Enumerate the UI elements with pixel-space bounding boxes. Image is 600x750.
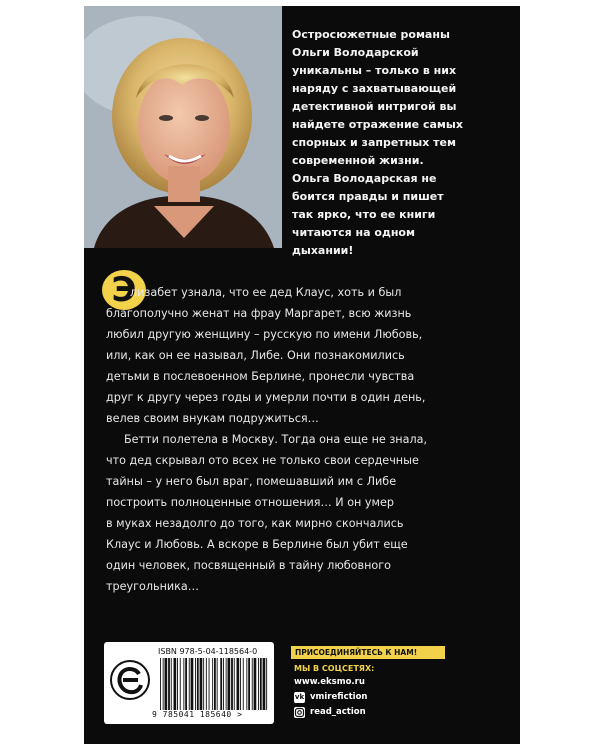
blurb-line: найдете отражение самых: [292, 118, 463, 131]
author-blurb: [292, 26, 514, 260]
vk-icon: vk: [294, 692, 305, 701]
barcode-bar: [168, 658, 170, 710]
barcode-bar: [209, 658, 210, 710]
barcode-bar: [206, 658, 207, 710]
book-back-cover: [84, 6, 520, 744]
instagram-icon: [294, 707, 305, 718]
blurb-line: Ольга Володарская не: [292, 172, 437, 185]
instagram-link[interactable]: [294, 706, 366, 718]
barcode-bar: [263, 658, 266, 710]
author-portrait-image: [84, 6, 282, 248]
barcode-bar: [165, 658, 168, 710]
barcode-bar: [260, 658, 262, 710]
author-photo: [84, 6, 282, 248]
drop-cap-letter: Э: [102, 270, 146, 310]
vk-link[interactable]: [294, 691, 367, 703]
barcode-bar: [180, 658, 181, 710]
barcode-bar: [231, 658, 233, 710]
blurb-line: уникальны – только в них: [292, 64, 457, 77]
vk-handle: vmirefiction: [310, 692, 368, 702]
barcode-bar: [220, 658, 222, 710]
annotation-line: любил другую женщину – русскую по имени Любовь,: [106, 328, 423, 341]
annotation-line: благополучно женат на фрау Маргарет, всю жизнь: [106, 307, 412, 320]
annotation-line: тайны – у него был враг, помешавший им с Либе: [106, 475, 397, 488]
blurb-line: наряду с захватывающей: [292, 82, 457, 95]
annotation-line: Клаус и Любовь. А вскоре в Берлине был убит еще: [106, 538, 408, 551]
annotation-line: детьми в послевоенном Берлине, пронесли чувства: [106, 370, 415, 383]
barcode-bar: [203, 658, 204, 710]
barcode-bar: [171, 658, 172, 710]
barcode-bar: [163, 658, 164, 710]
barcode-bar: [248, 658, 250, 710]
annotation-line: что дед скрывал ото всех не только свои сердечные: [106, 454, 419, 467]
blurb-line: Ольги Володарской: [292, 46, 419, 59]
barcode-bar: [177, 658, 178, 710]
blurb-line: дыхании!: [292, 244, 354, 257]
barcode-bar: [254, 658, 257, 710]
barcode-bar: [240, 658, 241, 710]
eksmo-logo-icon: [110, 660, 150, 700]
book-annotation: [106, 282, 504, 597]
annotation-line: в муках незадолго до того, как мирно скончались: [106, 517, 404, 530]
barcode-bar: [214, 658, 216, 710]
barcode-bar: [226, 658, 227, 710]
barcode-bar: [191, 658, 194, 710]
annotation-line: треугольника…: [106, 580, 199, 593]
barcode-bar: [212, 658, 213, 710]
ean-number: 9 785041 185640 >: [152, 710, 243, 719]
barcode-bar: [266, 658, 267, 710]
isbn-number: ISBN 978-5-04-118564-0: [158, 647, 258, 656]
barcode-bar: [252, 658, 253, 710]
barcode-bar: [217, 658, 218, 710]
blurb-line: современной жизни.: [292, 154, 424, 167]
blurb-line: читаются на одном: [292, 226, 415, 239]
blurb-line: спорных и запретных тем: [292, 136, 456, 149]
instagram-handle: read_action: [310, 707, 366, 717]
blurb-line: Остросюжетные романы: [292, 28, 450, 41]
social-label: МЫ В СОЦСЕТЯХ:: [294, 664, 375, 673]
blurb-line: детективной интригой вы: [292, 100, 457, 113]
barcode-bar: [234, 658, 235, 710]
website-link[interactable]: www.eksmo.ru: [294, 677, 365, 687]
annotation-line: или, как он ее называл, Либе. Они познакомились: [106, 349, 405, 362]
barcode-bar: [183, 658, 184, 710]
barcode-bar: [160, 658, 161, 710]
join-us-banner: ПРИСОЕДИНЯЙТЕСЬ К НАМ!: [291, 646, 445, 659]
barcode-bar: [200, 658, 203, 710]
barcode-bars: [158, 658, 270, 710]
barcode-bar: [246, 658, 247, 710]
barcode-bar: [223, 658, 224, 710]
barcode-bar: [189, 658, 190, 710]
blurb-line: боится правды и пишет: [292, 190, 444, 203]
annotation-line: лизабет узнала, что ее дед Клаус, хоть и был: [130, 286, 402, 299]
barcode-bar: [185, 658, 187, 710]
annotation-line: построить полноценные отношения… И он умер: [106, 496, 394, 509]
barcode-bar: [195, 658, 196, 710]
barcode-bar: [197, 658, 199, 710]
barcode-bar: [258, 658, 259, 710]
barcode-bar: [243, 658, 244, 710]
annotation-line: один человек, посвященный в тайну любовного: [106, 559, 391, 572]
blurb-line: так ярко, что ее книги: [292, 208, 436, 221]
annotation-line: Бетти полетела в Москву. Тогда она еще не знала,: [124, 433, 428, 446]
barcode-panel: [104, 642, 274, 724]
barcode-bar: [237, 658, 240, 710]
annotation-line: друг к другу через годы и умерли почти в один день,: [106, 391, 426, 404]
barcode-bar: [174, 658, 177, 710]
barcode-bar: [228, 658, 231, 710]
annotation-line: велев своим внукам подружиться…: [106, 412, 319, 425]
